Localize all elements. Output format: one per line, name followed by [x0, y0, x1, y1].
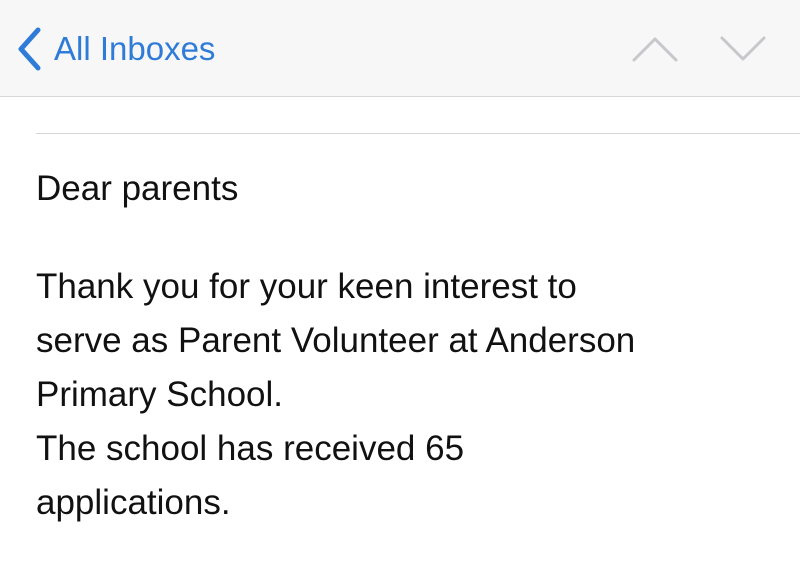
chevron-up-icon — [630, 34, 680, 64]
header-divider — [36, 133, 800, 134]
chevron-left-icon — [14, 25, 44, 73]
message-body-line: Thank you for your keen interest to — [36, 267, 577, 306]
message-body-line: Primary School. — [36, 375, 284, 414]
back-button-label: All Inboxes — [54, 30, 216, 67]
message-body-line: The school has received 65 — [36, 429, 465, 468]
chevron-down-icon — [718, 34, 768, 64]
message-body-line: serve as Parent Volunteer at Anderson — [36, 321, 636, 360]
message-greeting: Dear parents — [36, 169, 239, 208]
navigation-bar — [0, 0, 800, 97]
message-body-line: applications. — [36, 483, 231, 522]
next-message-button[interactable] — [718, 34, 768, 64]
back-to-all-inboxes-button[interactable] — [14, 24, 215, 74]
previous-message-button[interactable] — [630, 34, 680, 64]
message-body — [36, 162, 776, 530]
